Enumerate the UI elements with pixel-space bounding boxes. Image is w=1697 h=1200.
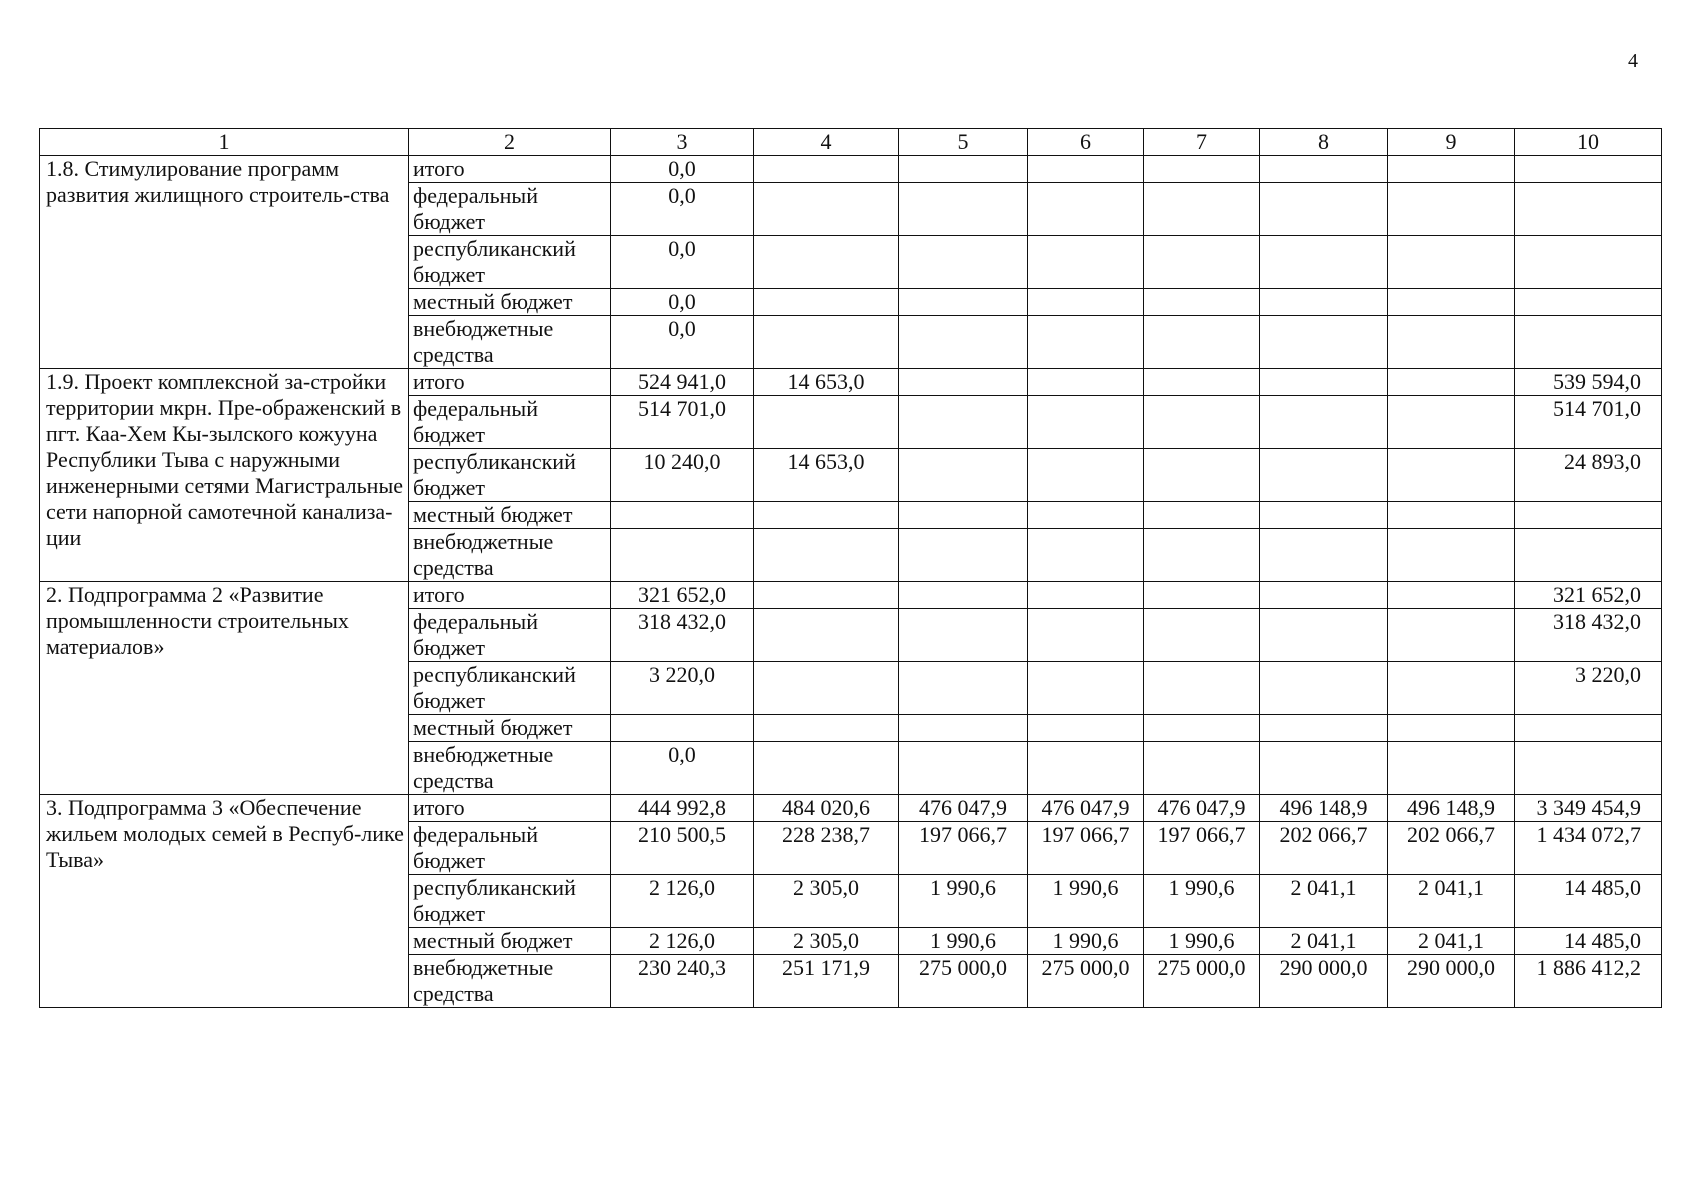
funding-source-cell: внебюджетные средства	[409, 742, 611, 795]
value-cell: 2 126,0	[611, 928, 754, 955]
value-cell	[899, 289, 1028, 316]
value-cell: 321 652,0	[611, 582, 754, 609]
program-name-cell: 2. Подпрограмма 2 «Развитие промышленности строительных материалов»	[40, 582, 409, 795]
value-cell	[1028, 183, 1144, 236]
value-cell	[899, 236, 1028, 289]
value-cell: 275 000,0	[1144, 955, 1260, 1008]
funding-source-cell: итого	[409, 582, 611, 609]
value-cell: 476 047,9	[1144, 795, 1260, 822]
value-cell	[1388, 396, 1515, 449]
value-cell	[1388, 715, 1515, 742]
value-cell: 230 240,3	[611, 955, 754, 1008]
value-cell: 251 171,9	[754, 955, 899, 1008]
value-cell	[1388, 236, 1515, 289]
value-cell	[1260, 369, 1388, 396]
column-number: 9	[1388, 129, 1515, 156]
value-cell: 1 990,6	[899, 875, 1028, 928]
value-cell	[1028, 742, 1144, 795]
value-cell	[754, 662, 899, 715]
value-cell	[1388, 183, 1515, 236]
value-cell	[1388, 529, 1515, 582]
value-cell	[899, 715, 1028, 742]
value-cell	[1028, 156, 1144, 183]
value-cell	[1260, 396, 1388, 449]
value-cell	[899, 449, 1028, 502]
value-cell	[1144, 183, 1260, 236]
total-value-cell: 1 886 412,2	[1515, 955, 1662, 1008]
value-cell	[611, 502, 754, 529]
value-cell	[1388, 289, 1515, 316]
value-cell	[1260, 715, 1388, 742]
value-cell	[899, 609, 1028, 662]
value-cell	[1144, 156, 1260, 183]
value-cell	[754, 502, 899, 529]
total-value-cell	[1515, 316, 1662, 369]
value-cell	[1260, 316, 1388, 369]
funding-source-cell: местный бюджет	[409, 289, 611, 316]
value-cell: 514 701,0	[611, 396, 754, 449]
value-cell	[899, 582, 1028, 609]
table-row	[40, 582, 1662, 609]
column-number: 10	[1515, 129, 1662, 156]
column-number: 1	[40, 129, 409, 156]
value-cell: 228 238,7	[754, 822, 899, 875]
total-value-cell	[1515, 715, 1662, 742]
total-value-cell: 3 220,0	[1515, 662, 1662, 715]
value-cell: 1 990,6	[899, 928, 1028, 955]
value-cell	[754, 183, 899, 236]
value-cell	[1260, 236, 1388, 289]
column-number: 6	[1028, 129, 1144, 156]
value-cell: 0,0	[611, 742, 754, 795]
funding-source-cell: итого	[409, 156, 611, 183]
value-cell: 1 990,6	[1144, 928, 1260, 955]
table-row	[40, 156, 1662, 183]
program-name-cell: 3. Подпрограмма 3 «Обеспечение жильем молодых семей в Респуб-лике Тыва»	[40, 795, 409, 1008]
value-cell: 290 000,0	[1388, 955, 1515, 1008]
table-body	[40, 156, 1662, 1008]
value-cell	[1260, 289, 1388, 316]
value-cell	[1144, 502, 1260, 529]
total-value-cell: 514 701,0	[1515, 396, 1662, 449]
value-cell: 0,0	[611, 289, 754, 316]
value-cell	[899, 502, 1028, 529]
value-cell	[1388, 609, 1515, 662]
value-cell	[1260, 156, 1388, 183]
value-cell	[1028, 502, 1144, 529]
value-cell	[1028, 662, 1144, 715]
value-cell: 202 066,7	[1260, 822, 1388, 875]
value-cell	[1260, 529, 1388, 582]
value-cell	[1144, 662, 1260, 715]
value-cell	[899, 529, 1028, 582]
value-cell	[754, 715, 899, 742]
table-row	[40, 369, 1662, 396]
value-cell	[1028, 449, 1144, 502]
funding-source-cell: местный бюджет	[409, 715, 611, 742]
total-value-cell	[1515, 183, 1662, 236]
value-cell: 14 653,0	[754, 449, 899, 502]
total-value-cell	[1515, 742, 1662, 795]
total-value-cell	[1515, 502, 1662, 529]
total-value-cell	[1515, 529, 1662, 582]
value-cell	[1388, 662, 1515, 715]
value-cell	[899, 156, 1028, 183]
value-cell	[1144, 715, 1260, 742]
value-cell: 1 990,6	[1028, 928, 1144, 955]
total-value-cell	[1515, 236, 1662, 289]
value-cell: 2 041,1	[1260, 875, 1388, 928]
value-cell	[754, 289, 899, 316]
value-cell	[1388, 369, 1515, 396]
value-cell	[1144, 236, 1260, 289]
funding-source-cell: внебюджетные средства	[409, 316, 611, 369]
value-cell: 210 500,5	[611, 822, 754, 875]
value-cell: 10 240,0	[611, 449, 754, 502]
value-cell	[1144, 742, 1260, 795]
value-cell	[1260, 609, 1388, 662]
value-cell: 2 305,0	[754, 928, 899, 955]
value-cell	[899, 316, 1028, 369]
value-cell: 2 041,1	[1388, 928, 1515, 955]
value-cell	[754, 396, 899, 449]
value-cell	[754, 156, 899, 183]
value-cell	[754, 582, 899, 609]
funding-source-cell: республиканский бюджет	[409, 875, 611, 928]
funding-source-cell: местный бюджет	[409, 928, 611, 955]
funding-source-cell: республиканский бюджет	[409, 236, 611, 289]
value-cell	[1028, 609, 1144, 662]
value-cell: 202 066,7	[1388, 822, 1515, 875]
value-cell	[1028, 369, 1144, 396]
value-cell	[754, 236, 899, 289]
value-cell	[1144, 369, 1260, 396]
value-cell	[899, 369, 1028, 396]
total-value-cell: 14 485,0	[1515, 875, 1662, 928]
value-cell	[1028, 316, 1144, 369]
value-cell	[611, 715, 754, 742]
value-cell	[1144, 582, 1260, 609]
value-cell: 197 066,7	[899, 822, 1028, 875]
budget-table	[39, 128, 1662, 1008]
value-cell	[1144, 609, 1260, 662]
value-cell	[611, 529, 754, 582]
value-cell	[1388, 316, 1515, 369]
value-cell	[1388, 449, 1515, 502]
value-cell: 0,0	[611, 316, 754, 369]
value-cell	[1388, 156, 1515, 183]
value-cell: 476 047,9	[899, 795, 1028, 822]
column-number: 4	[754, 129, 899, 156]
value-cell: 197 066,7	[1028, 822, 1144, 875]
funding-source-cell: внебюджетные средства	[409, 955, 611, 1008]
funding-source-cell: итого	[409, 795, 611, 822]
funding-source-cell: итого	[409, 369, 611, 396]
value-cell	[1028, 396, 1144, 449]
value-cell	[754, 742, 899, 795]
value-cell: 275 000,0	[1028, 955, 1144, 1008]
total-value-cell: 539 594,0	[1515, 369, 1662, 396]
value-cell: 0,0	[611, 156, 754, 183]
total-value-cell	[1515, 156, 1662, 183]
funding-source-cell: федеральный бюджет	[409, 183, 611, 236]
value-cell	[899, 396, 1028, 449]
value-cell: 2 041,1	[1260, 928, 1388, 955]
value-cell	[1028, 582, 1144, 609]
value-cell	[1028, 715, 1144, 742]
value-cell: 476 047,9	[1028, 795, 1144, 822]
value-cell: 524 941,0	[611, 369, 754, 396]
value-cell: 275 000,0	[899, 955, 1028, 1008]
value-cell: 197 066,7	[1144, 822, 1260, 875]
value-cell: 0,0	[611, 183, 754, 236]
funding-source-cell: республиканский бюджет	[409, 449, 611, 502]
total-value-cell: 321 652,0	[1515, 582, 1662, 609]
value-cell: 2 305,0	[754, 875, 899, 928]
funding-source-cell: внебюджетные средства	[409, 529, 611, 582]
value-cell: 0,0	[611, 236, 754, 289]
value-cell	[1144, 289, 1260, 316]
column-number-row	[40, 129, 1662, 156]
value-cell	[1144, 529, 1260, 582]
value-cell: 444 992,8	[611, 795, 754, 822]
value-cell: 1 990,6	[1144, 875, 1260, 928]
value-cell: 318 432,0	[611, 609, 754, 662]
value-cell: 14 653,0	[754, 369, 899, 396]
value-cell	[1260, 582, 1388, 609]
table-header	[40, 129, 1662, 156]
total-value-cell: 14 485,0	[1515, 928, 1662, 955]
value-cell	[1388, 742, 1515, 795]
value-cell	[1260, 449, 1388, 502]
value-cell	[899, 662, 1028, 715]
value-cell	[899, 183, 1028, 236]
value-cell: 290 000,0	[1260, 955, 1388, 1008]
funding-source-cell: федеральный бюджет	[409, 396, 611, 449]
total-value-cell: 3 349 454,9	[1515, 795, 1662, 822]
value-cell	[1144, 316, 1260, 369]
total-value-cell: 1 434 072,7	[1515, 822, 1662, 875]
value-cell	[1260, 662, 1388, 715]
total-value-cell: 318 432,0	[1515, 609, 1662, 662]
funding-source-cell: федеральный бюджет	[409, 609, 611, 662]
funding-source-cell: республиканский бюджет	[409, 662, 611, 715]
value-cell	[754, 316, 899, 369]
column-number: 2	[409, 129, 611, 156]
value-cell	[1144, 396, 1260, 449]
value-cell	[1028, 236, 1144, 289]
value-cell	[1028, 289, 1144, 316]
column-number: 8	[1260, 129, 1388, 156]
column-number: 7	[1144, 129, 1260, 156]
value-cell: 1 990,6	[1028, 875, 1144, 928]
value-cell: 484 020,6	[754, 795, 899, 822]
total-value-cell: 24 893,0	[1515, 449, 1662, 502]
value-cell	[1260, 502, 1388, 529]
value-cell	[1260, 742, 1388, 795]
value-cell: 2 041,1	[1388, 875, 1515, 928]
value-cell	[1144, 449, 1260, 502]
value-cell	[754, 529, 899, 582]
value-cell: 496 148,9	[1388, 795, 1515, 822]
value-cell: 3 220,0	[611, 662, 754, 715]
value-cell: 496 148,9	[1260, 795, 1388, 822]
total-value-cell	[1515, 289, 1662, 316]
page-number: 4	[1628, 50, 1638, 72]
value-cell	[1388, 502, 1515, 529]
value-cell	[1388, 582, 1515, 609]
value-cell	[1260, 183, 1388, 236]
column-number: 3	[611, 129, 754, 156]
table-row	[40, 795, 1662, 822]
value-cell	[754, 609, 899, 662]
value-cell	[899, 742, 1028, 795]
program-name-cell: 1.8. Стимулирование программ развития жилищного строитель-ства	[40, 156, 409, 369]
program-name-cell: 1.9. Проект комплексной за-стройки территории мкрн. Пре-ображенский в пгт. Каа-Хем Кы-зылского кожууна Республики Тыва с наружными инженерными сетями Магистральные сети напорной самотечной канализа-ции	[40, 369, 409, 582]
value-cell: 2 126,0	[611, 875, 754, 928]
funding-source-cell: федеральный бюджет	[409, 822, 611, 875]
column-number: 5	[899, 129, 1028, 156]
funding-source-cell: местный бюджет	[409, 502, 611, 529]
value-cell	[1028, 529, 1144, 582]
